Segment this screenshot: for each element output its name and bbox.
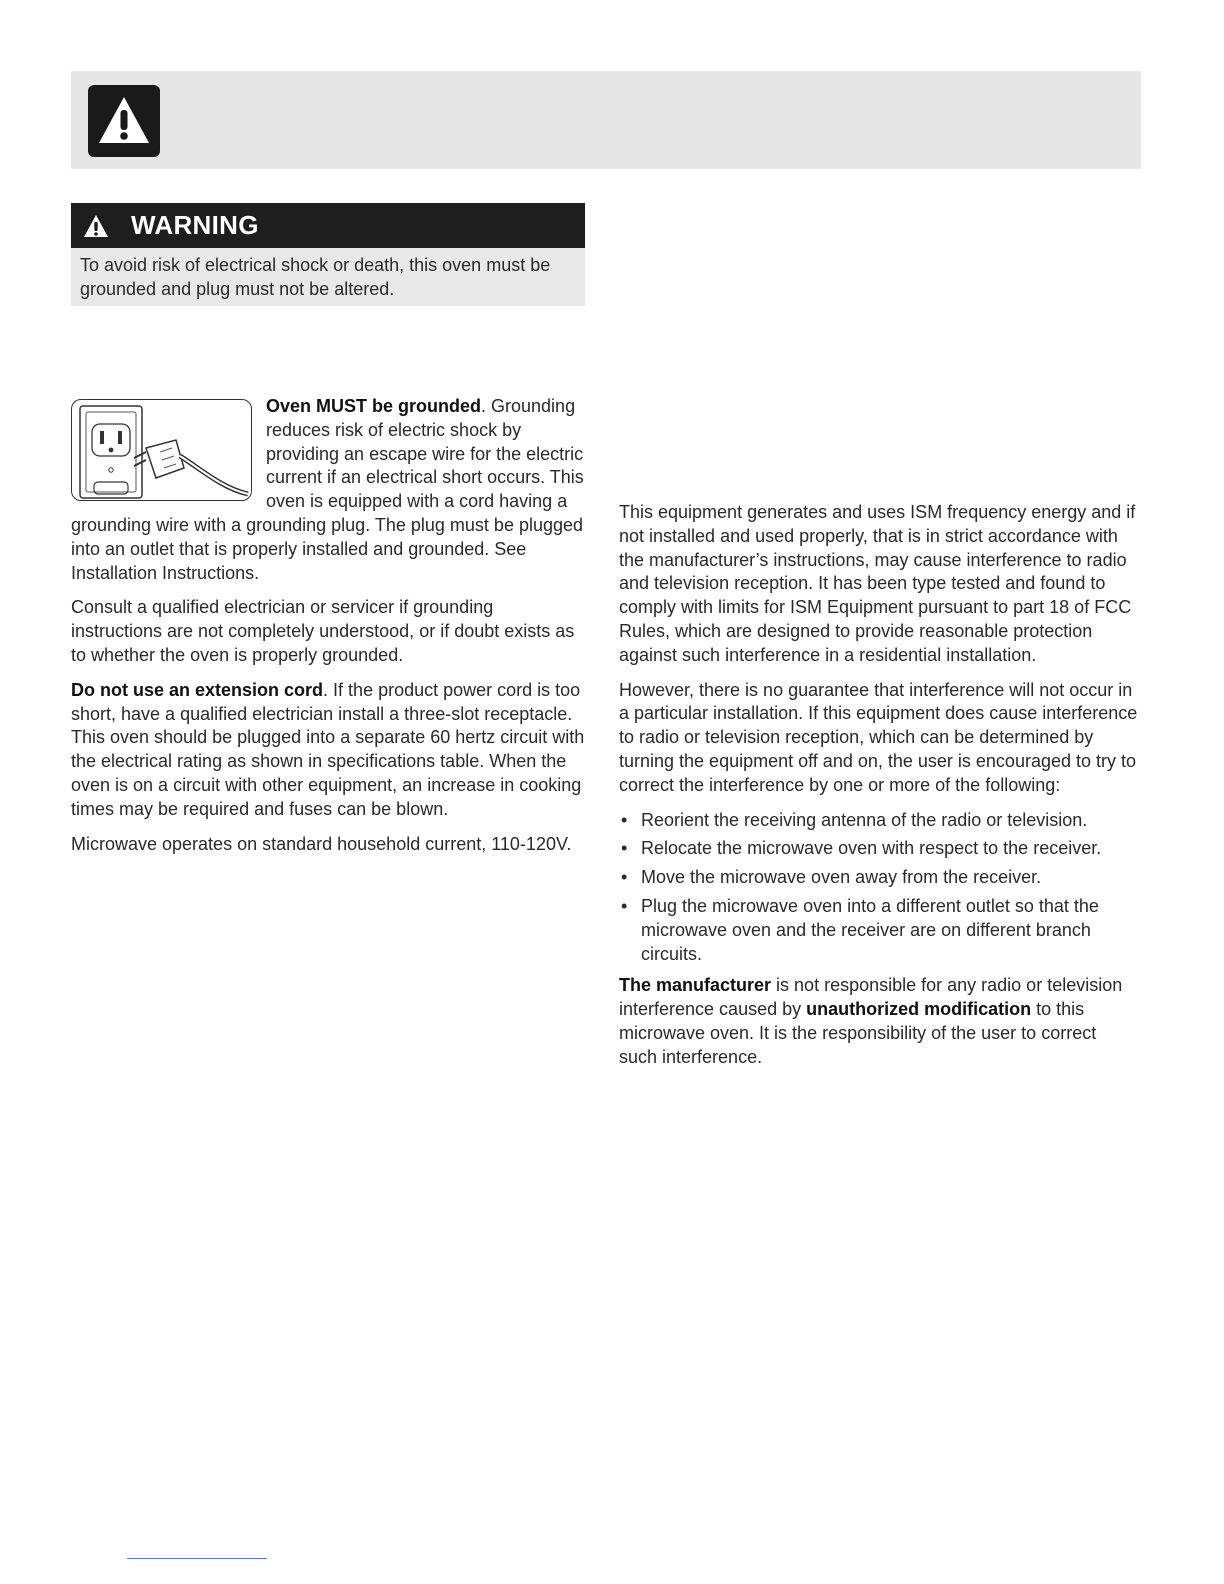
unauthorized-modification-bold: unauthorized modification (806, 999, 1032, 1020)
extension-cord-paragraph (71, 679, 586, 822)
right-column (619, 501, 1139, 1081)
warning-title-bar (71, 203, 585, 248)
warning-triangle-icon (88, 85, 160, 157)
bullet-icon: • (621, 809, 628, 830)
grounding-heading: Oven MUST be grounded (266, 396, 482, 416)
bullet-icon: • (621, 838, 628, 859)
list-item: • Move the microwave oven away from the receiver. (619, 866, 1139, 890)
interference-paragraph: However, there is no guarantee that interference will not occur in a particular installation. If this equipment does cause interference to radio or television reception, which can be determined by turning the equipment off and on, the user is encouraged to try to correct the interference by one or more of the following: (619, 679, 1138, 795)
warning-title: WARNING (131, 210, 259, 240)
warning-text: To avoid risk of electrical shock or death, this oven must be grounded and plug must not be altered. (71, 248, 585, 306)
manufacturer-paragraph: The manufacturer is not responsible for any radio or television interference caused by unauthorized modification to this microwave oven. It is the responsibility of the user to correct such interference. (619, 975, 1123, 1067)
interference-remedies-list (619, 809, 1139, 967)
left-column (71, 395, 586, 867)
list-item: • Plug the microwave oven into a different outlet so that the microwave oven and the receiver are on different branch circuits. (621, 895, 1099, 964)
list-item: • Reorient the receiving antenna of the radio or television. (619, 809, 1139, 833)
manufacturer-bold: The manufacturer (619, 975, 772, 996)
extension-cord-body: . If the product power cord is too short, have a qualified electrician install a three-slot receptacle. This oven should be plugged into a separate 60 hertz circuit with the electrical rating as shown in specifications table. When the oven is on a circuit with other equipment, an increase in cooking times may be required and fuses can be blown. (71, 679, 585, 819)
header-band (71, 71, 1141, 169)
consult-paragraph: Consult a qualified electrician or servicer if grounding instructions are not completely understood, or if doubt exists as to whether the oven is properly grounded. (71, 597, 575, 665)
bullet-icon: • (621, 895, 628, 916)
list-item: • Relocate the microwave oven with respect to the receiver. (619, 837, 1139, 861)
current-paragraph: Microwave operates on standard household current, 110-120V. (71, 833, 572, 854)
extension-cord-heading: Do not use an extension cord (71, 679, 324, 700)
bullet-icon: • (621, 867, 628, 888)
ism-paragraph: This equipment generates and uses ISM frequency energy and if not installed and used properly, that is in strict accordance with the manufacturer’s instructions, may cause interference to radio and television reception. It has been type tested and found to comply with limits for ISM Equipment pursuant to part 18 of FCC Rules, which are designed to provide reasonable protection against such interference in a residential installation. (619, 502, 1136, 665)
outlet-plug-illustration (71, 399, 252, 501)
footer-rule (127, 1558, 267, 1559)
warning-box (71, 203, 585, 306)
warning-small-icon (83, 214, 109, 238)
grounding-body: . Grounding reduces risk of electric shock by providing an escape wire for the electric current if an electrical short occurs. This oven is equipped with a cord having a grounding wire with a grounding plug. The plug must be plugged into an outlet that is properly installed and grounded. See Installation Instructions. (71, 396, 584, 583)
